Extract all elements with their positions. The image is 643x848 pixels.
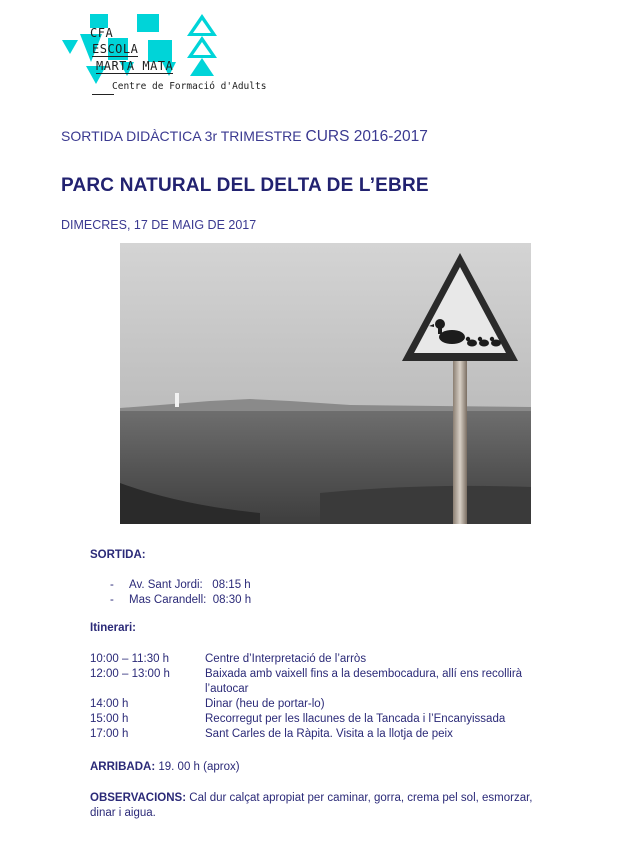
itinerary-time: 12:00 – 13:00 h (90, 668, 170, 680)
logo-text-escola: ESCOLA (92, 42, 139, 56)
itinerary-row (90, 727, 560, 742)
itinerary-time: 17:00 h (90, 728, 129, 740)
logo-text-marta-mata: MARTA MATA (96, 59, 174, 73)
trip-date: DIMECRES, 17 DE MAIG DE 2017 (61, 218, 257, 232)
itinerary-row (90, 667, 560, 697)
itinerary-desc: Baixada amb vaixell fins a la desembocadura, allí ens recollirà l’autocar (205, 668, 523, 695)
bullet-dash: - (110, 594, 114, 606)
departure-label: SORTIDA: (90, 549, 146, 561)
trip-header-prefix: SORTIDA DIDÀCTICA 3r TRIMESTRE (61, 128, 302, 144)
duck-crossing-sign-photo (120, 243, 531, 524)
departure-item-text: Av. Sant Jordi: 08:15 h (129, 579, 251, 591)
logo-text-cfa: CFA (90, 26, 114, 40)
departure-item (90, 578, 560, 593)
logo-subtitle: Centre de Formació d'Adults (112, 81, 267, 92)
arrival-line (90, 760, 560, 775)
departure-item (90, 593, 560, 608)
bullet-dash: - (110, 579, 114, 591)
itinerary-row (90, 697, 560, 712)
trip-details (90, 549, 560, 821)
observations-label: OBSERVACIONS: (90, 792, 187, 804)
arrival-label: ARRIBADA: (90, 761, 156, 773)
page-title: PARC NATURAL DEL DELTA DE L’EBRE (61, 175, 429, 196)
photo-image-icon (120, 243, 531, 524)
trip-header-curs: CURS 2016-2017 (305, 128, 428, 145)
logo-divider (92, 94, 114, 95)
itinerary-row (90, 652, 560, 667)
itinerary-desc: Dinar (heu de portar-lo) (205, 698, 325, 710)
itinerary-time: 14:00 h (90, 698, 129, 710)
itinerary-time: 15:00 h (90, 713, 129, 725)
itinerary-desc: Recorregut per les llacunes de la Tancada i l’Encanyissada (205, 713, 506, 725)
observations-line (90, 791, 560, 821)
itinerary-desc: Sant Carles de la Ràpita. Visita a la llotja de peix (205, 728, 453, 740)
arrival-value: 19. 00 h (aprox) (158, 761, 240, 773)
observations-text: Cal dur calçat apropiat per caminar, gorra, crema pel sol, esmorzar, dinar i aigua. (90, 792, 533, 819)
itinerary-label: Itinerari: (90, 622, 137, 634)
itinerary-time: 10:00 – 11:30 h (90, 653, 170, 665)
trip-header (61, 128, 428, 146)
school-logo (62, 14, 267, 98)
departure-item-text: Mas Carandell: 08:30 h (129, 594, 252, 606)
itinerary-desc: Centre d’Interpretació de l’arròs (205, 653, 367, 665)
itinerary-row (90, 712, 560, 727)
